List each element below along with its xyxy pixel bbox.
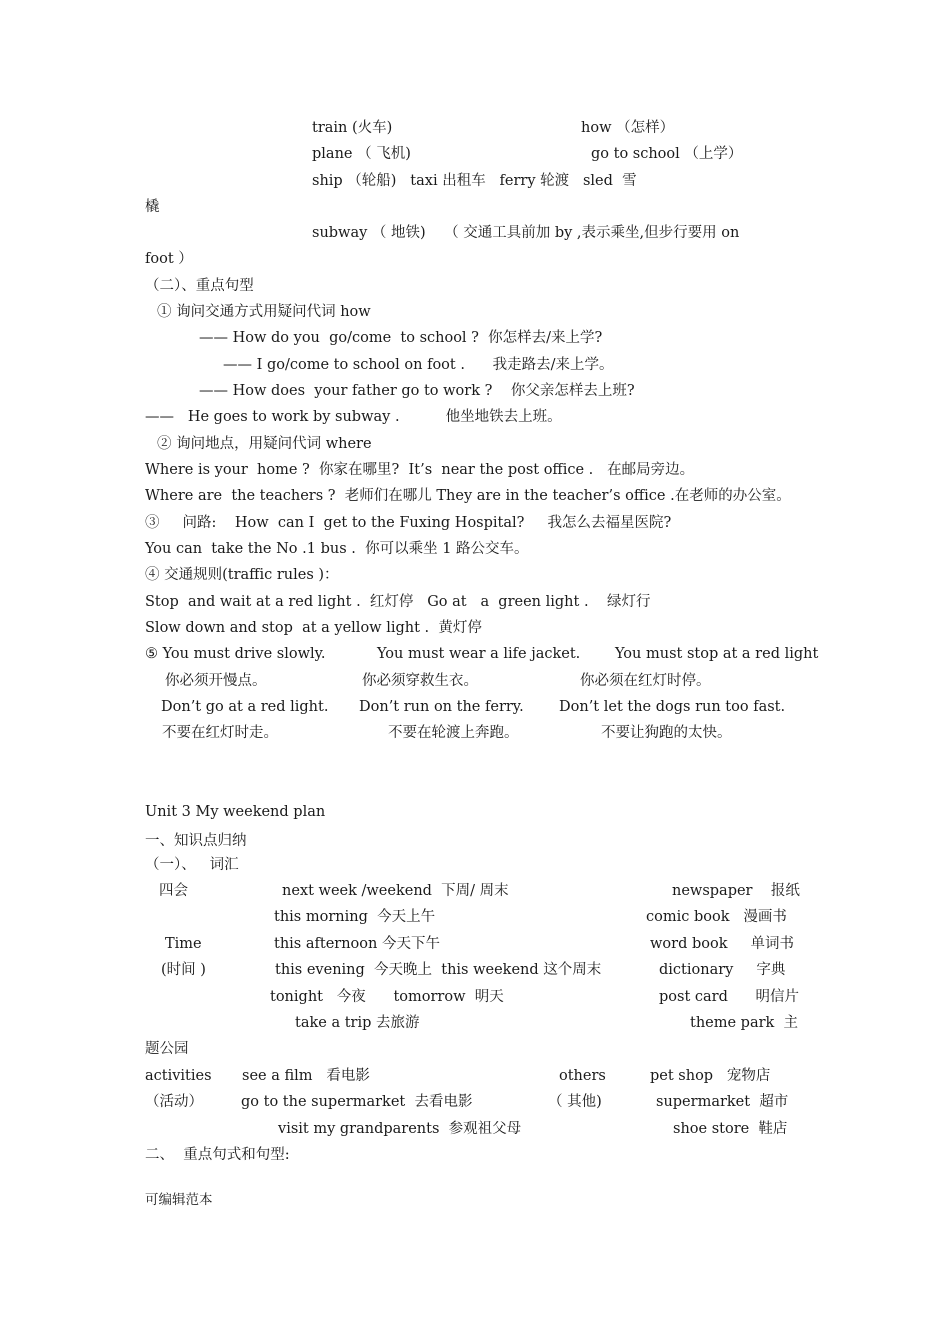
vocab-go-to-school: go to school （上学） <box>591 146 743 162</box>
vocab-other: comic book 漫画书 <box>646 909 787 925</box>
dialogue-line: —— How do you go/come to school ? 你怎样去/来上学? <box>199 330 603 346</box>
section-heading-key-sentences: （二）、重点句型 <box>145 278 254 294</box>
vocab-other: word book 单词书 <box>650 936 795 952</box>
example-english: You must stop at a red light <box>615 646 819 662</box>
vocab-ship-line-cont: 橇 <box>145 199 160 215</box>
dialogue-line: —— How does your father go to work ? 你父亲怎样去上班? <box>199 383 635 399</box>
vocab-category: others <box>559 1068 606 1084</box>
example-chinese: 不要在红灯时走。 <box>162 725 278 741</box>
sentence-item-5: ⑤ You must drive slowly. <box>145 646 326 662</box>
section-heading: 一、知识点归纳 <box>145 833 247 849</box>
vocab-time: tonight 今夜 tomorrow 明天 <box>270 989 504 1005</box>
example-chinese: 不要在轮渡上奔跑。 <box>388 725 519 741</box>
vocab-activity: go to the supermarket 去看电影 <box>241 1094 473 1110</box>
vocab-other-cont: 题公园 <box>145 1041 189 1057</box>
vocab-other: supermarket 超市 <box>656 1094 789 1110</box>
vocab-category: （活动） <box>145 1094 203 1110</box>
vocab-time: next week /weekend 下周/ 周末 <box>282 883 509 899</box>
vocab-other: post card 明信片 <box>659 989 800 1005</box>
vocab-plane: plane （ 飞机) <box>312 146 411 162</box>
unit-title: Unit 3 My weekend plan <box>145 804 326 820</box>
example-english: Don’t run on the ferry. <box>359 699 524 715</box>
example-chinese: 不要让狗跑的太快。 <box>601 725 732 741</box>
vocab-other: theme park 主 <box>690 1015 799 1031</box>
example-line: Stop and wait at a red light . 红灯停 Go at a green light . 绿灯行 <box>145 594 651 610</box>
example-english: Don’t go at a red light. <box>161 699 329 715</box>
vocab-activity: see a film 看电影 <box>242 1068 370 1084</box>
example-line: Where are the teachers ? 老师们在哪儿 They are in the teacher’s office .在老师的办公室。 <box>145 488 791 504</box>
page-footer: 可编辑范本 <box>145 1192 213 1208</box>
vocab-category: (时间 ) <box>161 962 206 978</box>
vocab-subway-line: subway （ 地铁) （ 交通工具前加 by ,表示乘坐,但步行要用 on <box>312 225 740 241</box>
dialogue-line: —— He goes to work by subway . 他坐地铁去上班。 <box>145 409 562 425</box>
vocab-other: shoe store 鞋店 <box>673 1121 788 1137</box>
example-line: Slow down and stop at a yellow light . 黄灯停 <box>145 620 482 636</box>
sentence-item-4: ④ 交通规则(traffic rules )： <box>145 567 339 583</box>
example-english: You must wear a life jacket. <box>377 646 581 662</box>
example-line: Where is your home ? 你家在哪里? It’s near the post office . 在邮局旁边。 <box>145 462 695 478</box>
dialogue-line: —— I go/come to school on foot . 我走路去/来上学。 <box>223 357 614 373</box>
sentence-item-2: ② 询问地点，用疑问代词 where <box>157 436 372 452</box>
vocab-category: activities <box>145 1068 212 1084</box>
vocab-other: pet shop 宠物店 <box>650 1068 771 1084</box>
vocab-time: this afternoon 今天下午 <box>274 936 440 952</box>
vocab-how: how （怎样） <box>581 120 675 136</box>
section-heading: 二、 重点句式和句型: <box>145 1147 290 1163</box>
example-english: Don’t let the dogs run too fast. <box>559 699 786 715</box>
example-chinese: 你必须开慢点。 <box>165 673 267 689</box>
sentence-item-3: ③ 问路: How can I get to the Fuxing Hospital? 我怎么去福星医院? <box>145 515 672 531</box>
vocab-activity: take a trip 去旅游 <box>295 1015 420 1031</box>
example-chinese: 你必须在红灯时停。 <box>580 673 711 689</box>
section-subheading: （一）、 词汇 <box>145 857 239 873</box>
vocab-subway-line-cont: foot ） <box>145 251 193 267</box>
vocab-ship-line: ship （轮船) taxi 出租车 ferry 轮渡 sled 雪 <box>312 173 637 189</box>
vocab-category: Time <box>165 936 202 952</box>
vocab-time: this morning 今天上午 <box>274 909 436 925</box>
vocab-train: train (火车) <box>312 120 393 136</box>
vocab-other: newspaper 报纸 <box>672 883 800 899</box>
vocab-category: （ 其他) <box>548 1094 602 1110</box>
vocab-category: 四会 <box>159 883 188 899</box>
sentence-item-1: ① 询问交通方式用疑问代词 how <box>157 304 371 320</box>
vocab-other: dictionary 字典 <box>659 962 786 978</box>
example-chinese: 你必须穿救生衣。 <box>362 673 478 689</box>
example-line: You can take the No .1 bus . 你可以乘坐 1 路公交车。 <box>145 541 529 557</box>
vocab-activity: visit my grandparents 参观祖父母 <box>278 1121 522 1137</box>
vocab-time: this evening 今天晚上 this weekend 这个周末 <box>275 962 602 978</box>
